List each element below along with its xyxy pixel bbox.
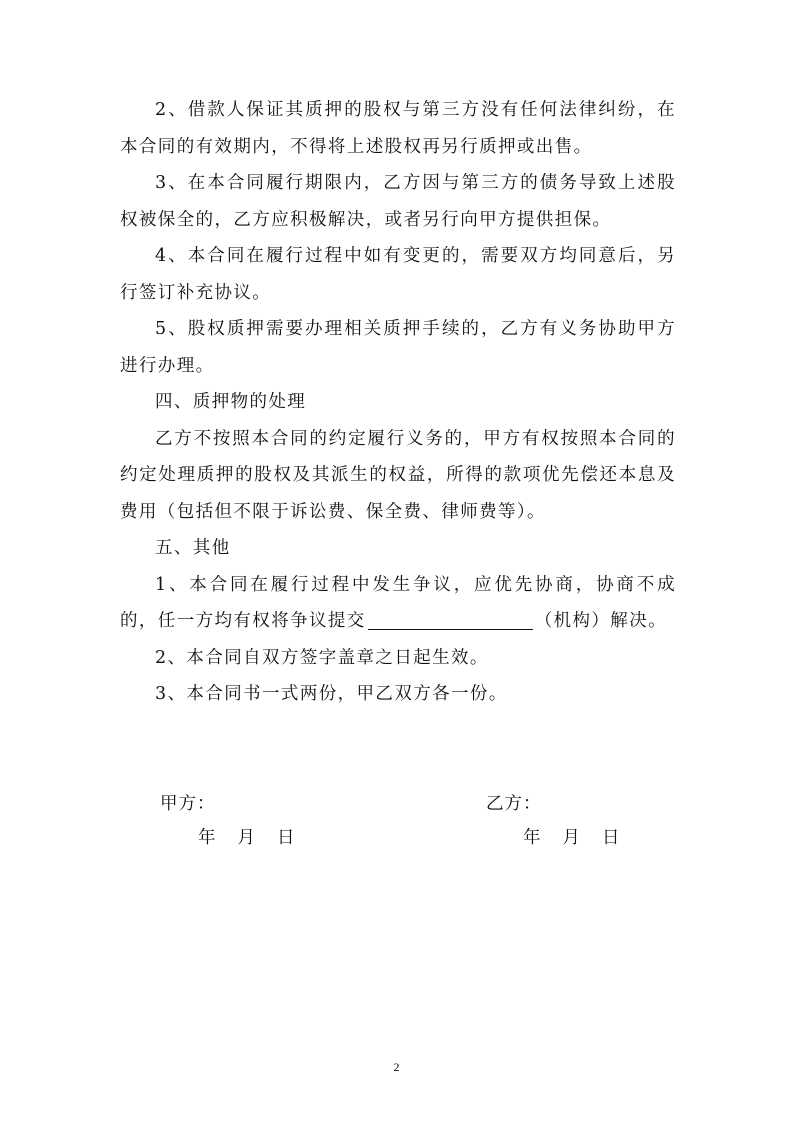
clause-2: 2、借款人保证其质押的股权与第三方没有任何法律纠纷，在本合同的有效期内，不得将上述股权再另行质押或出售。 (120, 100, 676, 157)
party-a-year-label: 年 (198, 828, 216, 848)
party-b-month-label: 月 (562, 828, 580, 848)
party-a-month-label: 月 (237, 828, 255, 848)
clause-5: 5、股权质押需要办理相关质押手续的，乙方有义务协助甲方进行办理。 (120, 319, 676, 376)
item-1-text-before: 1、本合同在履行过程中发生争议，应优先协商，协商不成的，任一方均有权将争议提交 (120, 574, 676, 631)
section-4-body: 乙方不按照本合同的约定履行义务的，甲方有权按照本合同的约定处理质押的股权及其派生的权益，所得的款项优先偿还本息及费用（包括但不限于诉讼费、保全费、律师费等）。 (120, 428, 676, 522)
item-1-text-after: （机构）解决。 (534, 611, 668, 631)
section-4-heading: 四、质押物的处理 (155, 392, 307, 412)
section-5-item-1 (120, 567, 676, 640)
section-5-item-3: 3、本合同书一式两份，甲乙双方各一份。 (155, 684, 508, 704)
arbitration-institution-blank[interactable] (368, 609, 533, 630)
party-b-date (523, 824, 620, 849)
clause-3: 3、在本合同履行期限内，乙方因与第三方的债务导致上述股权被保全的，乙方应积极解决，或者另行向甲方提供担保。 (120, 173, 676, 230)
party-b-signature-label: 乙方： (486, 794, 542, 814)
party-a-date (198, 824, 295, 849)
party-a-signature-label: 甲方： (160, 794, 216, 814)
section-5-heading: 五、其他 (155, 538, 231, 558)
contract-body (120, 92, 676, 713)
party-b-year-label: 年 (523, 828, 541, 848)
clause-4: 4、本合同在履行过程中如有变更的，需要双方均同意后，另行签订补充协议。 (120, 246, 676, 303)
party-b-day-label: 日 (602, 828, 620, 848)
party-a-day-label: 日 (277, 828, 295, 848)
section-5-item-2: 2、本合同自双方签字盖章之日起生效。 (155, 647, 489, 668)
page-number: 2 (393, 1060, 400, 1074)
